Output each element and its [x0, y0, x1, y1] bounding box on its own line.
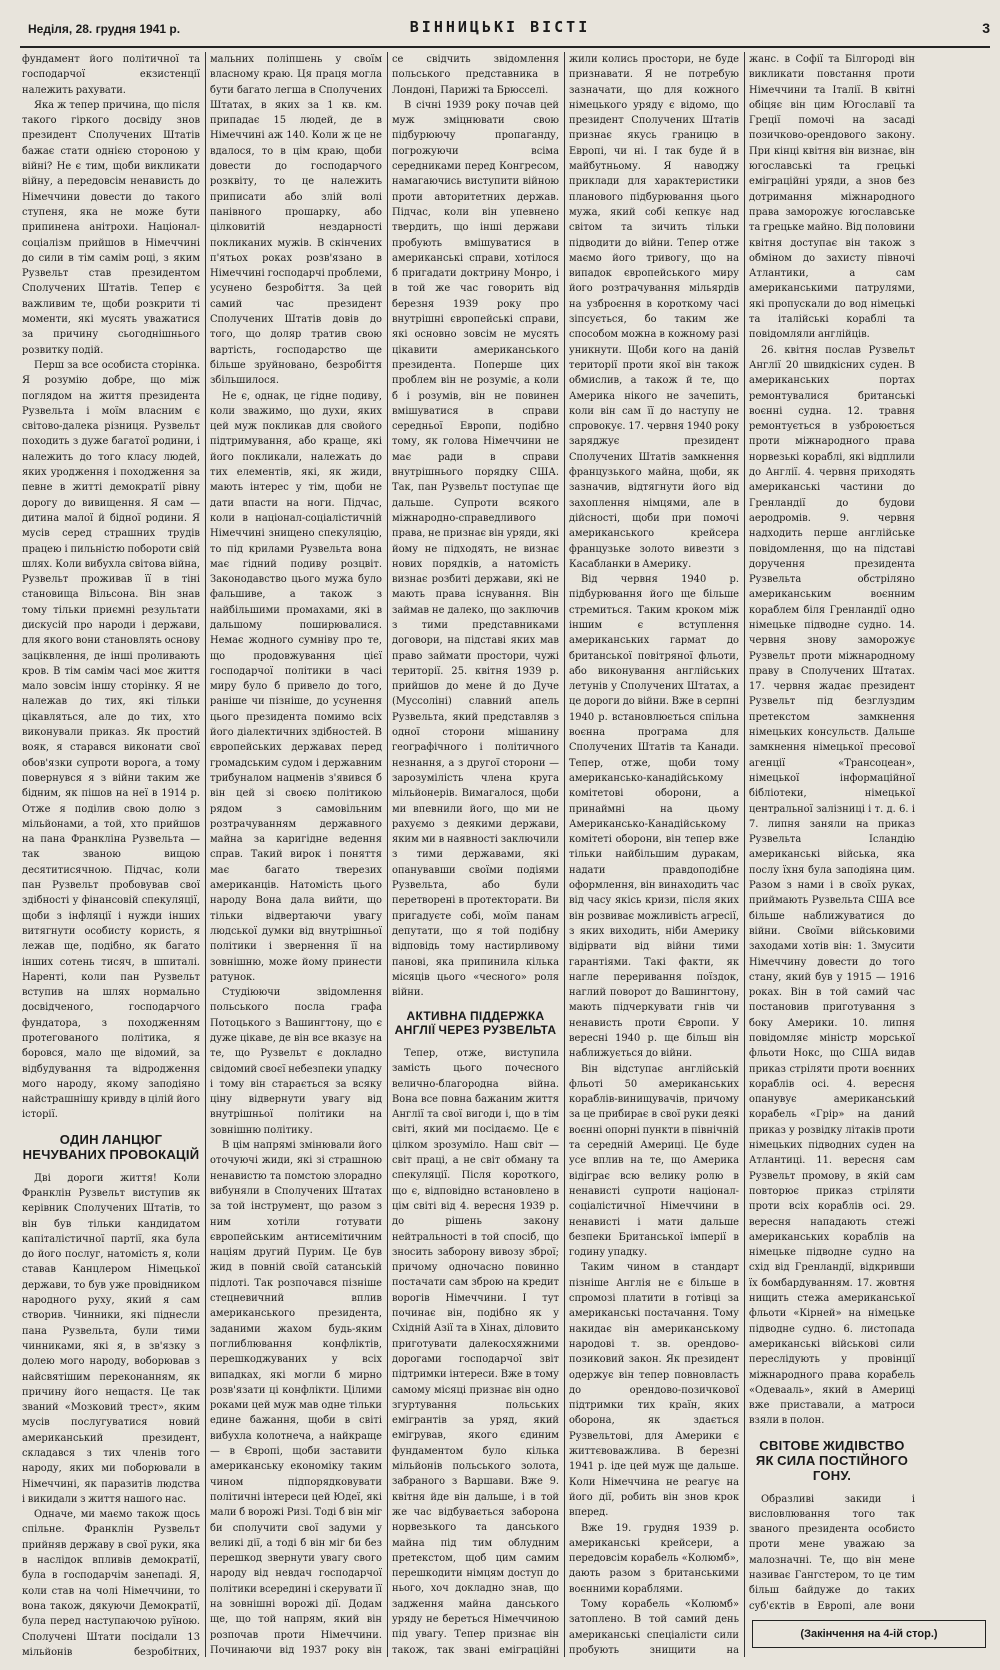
paragraph: 26. квітня послав Рузвельт Англії 20 швидкісних суден. В американських портах ремонтувалися британські воєнні судна. 12. травня ремонтується в узброюється проти міжнародного права норвезькі кораблі, які відплили до Англії. 4. червня приходять американські частини до Гренландії до будови аеродромів. 9. червня надходить перше англійське повідомлення, що на підставі доручення президента Рузвельта обстріляно американським воєнним кораблем біля Гренландії одно німецьке підводне судно. 14. червня знову заморожує Рузвельт проти міжнародному праву в Сполучених Штатах. 17. червня жадає президент Рузвельт під безглуздим претекстом замкнення німецьких консульств. Дальше замкнення німецької пресової агенції «Трансоцеан», німецької інформаційної бібліотеки, німецької центральної залізниці і т. д. 6. і 7. липня заняли на приказ Рузвельта Ісландію американські війська, яка послу їхня була заподіяна цим. Разом з нами і в своїх руках, приймають Рузвельта США все більше наближуватися до війни. Своїми військовими заходами хотів він: 1. Змусити Німеччину довести до того стану, який був у 1915 — 1916 роках. Він в той самий час постановив приготування з боку Америки. 10. липня повідомляє міністр морської фльоти Нокс, що США видав приказ стріляти проти воєнних кораблів осі. 4. вересня опанувує американський корабель «Грір» на даний приказ у розвідку літаків проти німецьких підводних суден на Атлантиці. 11. вересня сам Рузвельт промову, в якій сам повторює приказ стріляти проти всіх кораблів осі. 29. вересня нападають стежі американських кораблів на німецьке підводне судно на схід від Гренландії, відкривши їх бомбардуванням. 17. жовтня нищить стежа американської фльоти «Кірней» на німецьке підводне судно. 6. листопада американські військові сили переслідують у провінції міжнародного права корабель «Одевааль», який в Америці вже приставали, а матроси взяли в полон.	[749, 344, 915, 1427]
paragraph: се свідчить звідомлення польського представника в Лондоні, Парижі та Брюсселі.	[392, 54, 559, 96]
paragraph: Від червня 1940 р. підбурювання його ще більше стремиться. Таким кроком між іншим є вступлення американських гармат до британської повітряної фльоти, або виконування англійських летунів у Сполучених Штатах, а це дороги до війни. Вже в серпні 1940 р. встановлюється спільна воєнна програма для Сполучених Штатів та Канади. Тепер, отже, щоби тому американсько-канадійському комітетові оборони, а принаймні на цьому Американсько-Канадійському комітеті оборони, він тепер вже тільки найбільшим дуракам, надати правдоподібне оформлення, він винаходить час від часу якісь кризи, після яких він розвиває можливість агресії, з яких виходить, ніби Америку відірвати від війни тими гарантіями. Такі факти, як нагле переривання поїздок, наглий поворот до Вашингтону, мають підчеркувати гнів чи ненависть проти Європи. У вересні 1940 р. ще більш він наближується до війни.	[569, 574, 739, 1060]
page-header	[10, 18, 990, 44]
section-headline: АКТИВНА ПІДДЕРЖКА АНГЛІЇ ЧЕРЕЗ РУЗВЕЛЬТА	[394, 1009, 557, 1038]
paragraph: Образливі закиди і висловлювання того так званого президента особисто проти мене уважаю за малозначні. Те, що він мене називає Гангстером, то це тим більш байдуже до таких суб'єктів в Европі, але вони	[749, 1493, 915, 1612]
column-2	[210, 52, 382, 1657]
issue-date: Неділя, 28. грудня 1941 р.	[28, 22, 181, 36]
column-4	[569, 52, 739, 1657]
column-5	[749, 52, 915, 1612]
paragraph: фундамент його політичної та господарчої екзистенції належить рахувати.	[22, 54, 200, 96]
paragraph: Тепер, отже, виступила замість цього почесного велично-благородна війна. Вона все повна бажаним життя Англії та свої вигоди і, що в тім світі, який ми посідаємо. Це є цілком зрозуміло. Наш світ — світ праці, а не світ обману та спекуляції. Після короткого, що є, відповідно встановлено в цім світі від 4. вересня 1939 р. до рішень закону нейтральності в той спосіб, що зносить заборону вивозу зброї; причому одночасно повинно постачати сам зброю на кредит ворогів Німеччини. І тут починає він, подібно як у Східній Азії та в Хінах, діловито приготувати далекосхяжними дорогами господарчої звіт підтримки інтереси. Вже в тому самому місяці признає він одно згуртування польських емігрантів за уряд, який емігрував, якого єдиним фундаментом було кілька мільйонів польського золота, забраного з Варшави. Вже 9. квітня йде він дальше, і в той же час відбувається заборона норвезького та данського майна під тим облудним претекстом, щоб цим самим перешкодити німцям доступ до нього, хоч докладно знав, що задження майна данського уряду не береться Німеччиною під увагу. Тепер признає він також, так звані еміграційні	[392, 1048, 559, 1656]
paragraph: жанс. в Софії та Білгороді він викликати повстання проти Німеччини та Італії. В квітні обіцяє він цим Югославії та Греції помочі на засаді позичково-орендового закону. При кінці квітня він визнає, він югославські та грецькі еміграційні уряди, а знов без дотримання міжнародного права заморожує югославське та грецьке майно. Від половини квітня доступає він також з обміном до захисту півночі Атлантики, а сам американськими патрулями, які пропускали до вод німецькі та італійські кораблі та повідомляли англійців.	[749, 54, 915, 341]
paragraph: Таким чином в стандарт пізніше Англія не є більше в спромозі платити в готівці за американські постачання. Тому накидає він американському народові т. зв. орендово-позиковий закон. Як президент одержує він тепер повновласть до орендово-позичкової підтримки тих країн, яких оборона, як здається Рузвельтові, для Америки є життєвоважлива. В березні 1941 р. іде цей муж ще дальше. Коли Німеччина не реагує на його дії, робить він знов крок вперед.	[569, 1262, 739, 1519]
section-headline: ОДИН ЛАНЦЮГ НЕЧУВАНИХ ПРОВОКАЦІЙ	[22, 1131, 200, 1162]
paragraph: Перш за все особиста сторінка. Я розумію добре, що між поглядом на життя президента Рузвельта і моїм власним є світово-далека різниця. Рузвельт походить з дуже багатої родини, і належить до того класу людей, яких уродження і походження за певне в житті демократії рівну дорогу до вивищення. Я сам — дитина малої й бідної родини. Я мусів серед страшних трудів працею і пильністю побороти свій шлях. Коли вибухла світова війна, Рузвельт проживав її в тіні становища Вільсона. Він знав тому тільки приємні результати дискусій про народи і держави, для якого вони становлять основу заціквлення, де інші проливають кров. В тім самім часі моє життя мало зовсім іншу сторінку. Я не належав до тих, які тільки цікавляться, але до тих, хто виконували приказ. Як простий вояк, я старався виконати свої обов'язки супроти ворога, а тому повернувся я з війни таким же бідним, як пішов на неї в 1914 р. Отже я поділив свою долю з мільйонами, а той, хто прийшов на пана Франкліна Рузвельта — так званою вищою десятитисячною. Підчас, коли пан Рузвельт пробовував свої здібності у фінансовій спекуляції, щоби з інфляції і нужди інших витягнути особисту користь, я лежав ще, подібно, як багато інших сотень тисяч, в шпиталі. Наренті, коли пан Рузвельт вступив на шлях нормально досвідченого, господарчого фундатора, з походженням протегованого політика, я боровся, мало ще відомий, за відбудування та відродження мого народу, якому заподіяно найстрашнішу кривду в цілій його історії.	[22, 359, 200, 1121]
column-1	[22, 52, 200, 1657]
column-divider	[387, 52, 388, 1657]
paragraph: Не є, однак, це гідне подиву, коли зважимо, що духи, яких цей муж покликав для свойого підтримування, або краще, які його покликали, належать до тих елементів, які, як жиди, мають інтерес у тім, щоби не дати впасти на ноги. Підчас, коли в націонал-соціалістичній Німеччині знищено спекуляцію, то під крилами Рузвельта вона має гідний подиву розцвіт. Законодавство цього мужа було фальшиве, а також з найбільшими промахами, які в дальшому поширювалися. Немає жодного сумніву про те, що продовжування цієї господарчої політики в часі миру було б привело до того, раніше чи пізніше, до усунення цього президента помимо всіх його діалектичних здібностей. В європейських державах перед громадським судом і державним трибуналом нацменів з'явився б він цей зі своєю політикою рядом з самовільним розтрачуванням державного майна за каригідне ведення справ. Такий вирок і поняття має багато тверезих американців. Натомість цього народу Вона дала вийти, що тільки відвертаючи увагу людської думки від внутрішньої політики і звернення її на зовнішню, може йому принести ратунок.	[210, 390, 382, 983]
paragraph: Дві дороги життя! Коли Франклін Рузвельт виступив як керівник Сполучених Штатів, то він був тільки кандидатом капіталістичної партії, яка була до його послуг, натомість я, коли ставав Канцлером Німецької держави, то був уже провідником народного руху, який я сам створив. Чинники, які піднесли пана Рузвельта, були тими чинниками, які я, в зв'язку з долею мого народу, воборював з найсвятішим переконанням, як причину його нещастя. Це так званий «Мозковий трест», яким мусів послугуватися новий американський президент, складався з тих членів того народу, яких ми поборювали в Німеччині, як паразитів людства і викидали з життя нашого нас.	[22, 1172, 200, 1505]
paragraph: Вже 19. грудня 1939 р. американські крейсери, а передовсім корабель «Колюмб», дають разом з британськими воєнними кораблями.	[569, 1522, 739, 1595]
continuation-note: (Закінчення на 4-ій стор.)	[752, 1620, 986, 1648]
column-divider	[205, 52, 206, 1657]
paragraph: мальних поліпшень у своїм власному краю. Ця праця могла бути багато легша в Сполучених Штатах, в яких за 1 кв. км. припадає 15 людей, де в Німеччині аж 140. Коли ж це не вдалося, то в цім краю, щоби довести до господарчого розквіту, то це належить приписати або злій волі панівного прошарку, або цілковитій нездарності покликаних мужів. В скінчених п'ятьох роках розв'язано в Німеччині господарчі проблеми, усунено безробіття. За цей самий час президент Сполучених Штатів довів до того, що доляр тратив свою вартість, господарство ще більше зруйновано, безробіття збільшилося.	[210, 54, 382, 387]
newspaper-title: ВІННИЦЬКІ ВІСТІ	[409, 18, 591, 36]
column-divider	[564, 52, 565, 1657]
paragraph: Яка ж тепер причина, що після такого гіркого досвіду знов президент Сполучених Штатів бажає стати однією стороною у війні? Не є тим, щоби викликати війну, а передовсім ненависть до Німеччини довести до такого ступеня, яка не може бути припинена анітрохи. Націонал-соціалізм прийшов в Німеччині до сили в тім самім році, з яким Рузвельт став президентом Сполучених Штатів. Тепер є важливим те, щоби розкрити ті моменти, які мусять уважатися за причину сьогоднішнього розвитку подій.	[22, 99, 200, 356]
column-3	[392, 52, 559, 1657]
paragraph: В січні 1939 року почав цей муж зміцнювати свою підбурюючу пропаганду, погрожуючи всіма середниками перед Конгресом, намагаючись виступити війною проти авторитетних держав. Підчас, коли він упевнено твердить, що інші держави пробують вмішуватися в американські справи, хотілося б пригадати доктрину Монро, і в той же час говорить від березня 1939 року про внутрішні європейські справи, які основно зовсім не мусять цікавити американського президента. Поперше цих проблем він не розуміє, а коли б і розумів, він не повинен вмішуватися в справи середньої Европи, подібно тому, як голова Німеччини не має ради в справи внутрішнього порядку США. Так, пан Рузвельт поступає ще дальше. Супроти всякого міжнародно-справедливого права, не признає він уряди, які йому не підходять, не визнає нових порядків, а натомість визнає розбиті держави, які не мають права існування. Він займав не далеко, що заключив з тими представниками договори, на підставі яких мав право займати простори, чужі території. 25. квітня 1939 р. прийшов до мене й до Дуче (Муссоліні) славний апель Рузвельта, який представляв з одної сторони мішанину географічного і політичного незнання, а з другої сторони — зарозумілість члена круга мільйонерів. Вимагалося, щоби ми впевнили його, що ми не рахуємо з деякими держави, яким ми в наявності заключили з тими державами, які опанувавши своїми подіями Рузвельта, або були перетворені в протекторати. Ви пригадуєте собі, моїм панам депутати, що я той подібну відповідь тому настирливому панові, яка припинила кілька місяців цього «чесного» роля війни.	[392, 99, 559, 999]
paragraph: Він відступає англійській фльоті 50 американських кораблів-винищувачів, причому за це прибирає в свої руки деякі воєнні опорні пункти в північній та середній Америці. Це буде усе вплив на те, що Америка відіграє всю велику ролю в ненависті супроти націонал-соціалістичної Німеччини в ненависті і мати дальше безпеки Британської імперії в годину упадку.	[569, 1063, 739, 1259]
page-number: 3	[982, 20, 990, 36]
column-divider	[744, 52, 745, 1657]
paragraph: Одначе, ми маємо також щось спільне. Франклін Рузвельт прийняв державу в свої руки, яка в наслідок впливів демократії, була в господарчім занепаді. Я, коли став на чолі Німеччини, то вона також, дякуючи Демократії, була перед наступаючою руїною. Сполучені Штати посідали 13 мільйонів безробітних,	[22, 1509, 200, 1657]
paragraph: Тому корабель «Колюмб» затоплено. В той самий день американські спеціалісти сили пробують знищити на	[569, 1598, 739, 1656]
paragraph: жили колись простори, не буде признавати. Я не потребую зазначати, що для кожного німецького уряду є відомо, що президент Сполучених Штатів признає якусь границю в Европі, чи ні. І так буде й в майбутньому. Я наводжу приклади для характеристики планового підбурювання цього мужа, який собі кепкує над світом та зичить тільки підводити до війни. Тепер отже маємо його тривогу, що на випадок європейського миру його розтрачування мільярдів на узброєння в короткому часі зіпсується, бо таким же способом можна в кожному разі уникнути. Щоби кого на даній території проти якої він також обмислив, а також й те, що Америка нікого не зачепить, коли він сам її до наступу не спровокує. 17. червня 1940 року заряджує президент Сполучених Штатів замкнення французького майна, щоби, як зазначив, відтягнути його від захоплення німцями, але в дійсності, щоби при помочі американського крейсера французьке золото вивезти з Касабланки в Америку.	[569, 54, 739, 570]
paragraph: В цім напрямі змінювали його оточуючі жиди, які зі страшною ненавистю та помстою злорадно вибуняли в Сполучених Штатах за той інструмент, що разом з ним хотіли готувати європейським антисемітичним націям другий Пурим. Це був жид в повній своїй сатанській підлоті. Так розпочався пізніше стецневичний вплив американського президента, заданими жахом будь-яким поглиблювання конфліктів, перешкоджуваних у всіх випадках, які могли б мирно розв'язати ці конфлікти. Цілими роками цей муж мав одне тільки едине бажання, щоби в світі вибухла колотнеча, а найкраще — в Європі, щоби заставити американську економіку таким чином підпорядковувати політичні інтереси цей Юдеї, які мали б ворожі Ризі. Тоді б він міг би сполучити свої задуми у великі дії, а тоді б він міг би без перешкод звернути увагу свого народу від невдач господарчої політики всередині і скерувати її на зовнішні ворожі дії. Додам ще, що той напрям, який він розпочав проти Німеччини. Починаючи від 1937 року він	[210, 1140, 382, 1656]
header-rule	[20, 46, 990, 48]
paragraph: Студіюючи звідомлення польського посла графа Потоцького з Вашингтону, що є дуже цікаве, де він все вказує на те, що Рузвельт є докладно свідомий своєї небезпеки упадку і тому він старається за всяку ціну відвернути увагу від внутрішньої політики на зовнішню політику.	[210, 987, 382, 1136]
section-headline: СВІТОВЕ ЖИДІВСТВО ЯК СИЛА ПОСТІЙНОГО ГОНУ.	[755, 1437, 909, 1483]
